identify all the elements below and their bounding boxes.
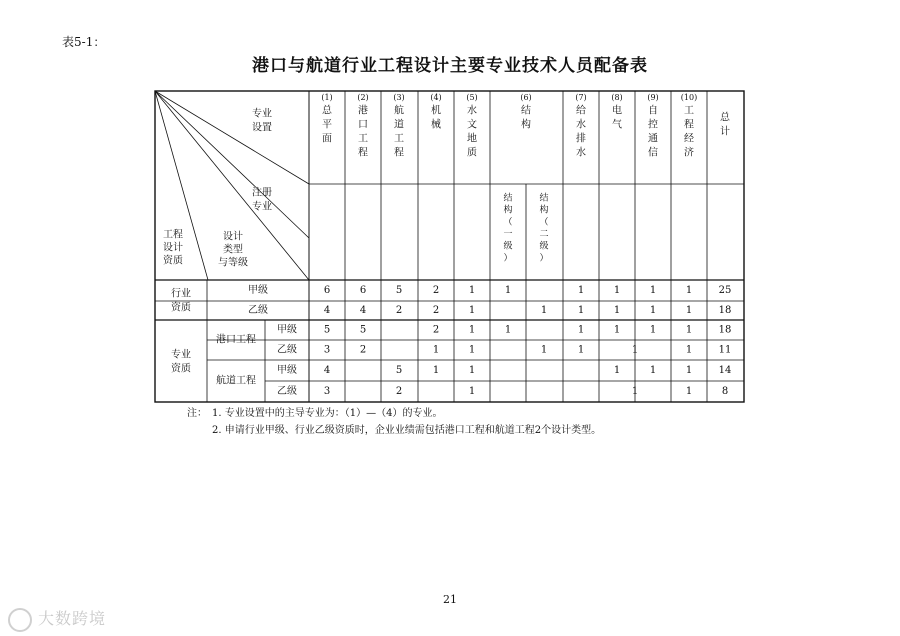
structure-level-1-header-char: 级 bbox=[503, 241, 513, 252]
table-cell-value: 1 bbox=[540, 305, 548, 316]
watermark bbox=[8, 606, 106, 632]
grade-label: 乙级 bbox=[277, 386, 297, 397]
column-header-9-char: 自 bbox=[648, 105, 658, 117]
note-prefix: 注： bbox=[187, 408, 207, 419]
column-number: (9) bbox=[647, 93, 659, 102]
grade-label: 甲级 bbox=[248, 285, 268, 296]
note-2: 2. 申请行业甲级、行业乙级资质时，企业业绩需包括港口工程和航道工程2个设计类型。 bbox=[212, 425, 602, 436]
grade-label: 乙级 bbox=[277, 344, 297, 356]
page-title: 港口与航道行业工程设计主要专业技术人员配备表 bbox=[252, 56, 648, 76]
table-cell-value: 18 bbox=[718, 324, 732, 336]
diag-line bbox=[155, 91, 309, 184]
grade-label: 甲级 bbox=[277, 365, 297, 376]
diag-quality-label: 工程 bbox=[163, 229, 183, 241]
column-header-10-char: 工 bbox=[684, 105, 694, 117]
column-header-3 bbox=[394, 104, 404, 159]
diag-specialty-label: 专业 bbox=[252, 108, 272, 120]
column-header-3-char: 程 bbox=[394, 147, 404, 159]
waterway-engineering-label: 航道工程 bbox=[216, 375, 256, 387]
column-header-11-char: 总 bbox=[720, 112, 730, 124]
column-header-1-char: 面 bbox=[322, 133, 332, 145]
structure-level-2-header-char: 结 bbox=[539, 193, 549, 204]
table-cell-value: 1 bbox=[468, 324, 476, 336]
column-header-4 bbox=[431, 104, 441, 131]
structure-level-1-header bbox=[503, 192, 512, 264]
grade-label: 乙级 bbox=[248, 305, 268, 316]
column-header-2-char: 程 bbox=[358, 147, 368, 159]
column-number: (10) bbox=[680, 93, 698, 102]
column-header-8-char: 气 bbox=[612, 119, 622, 131]
structure-level-2-header bbox=[539, 192, 548, 264]
column-header-5 bbox=[467, 104, 477, 159]
table-cell-value: 1 bbox=[577, 285, 585, 296]
table-cell-value: 1 bbox=[685, 386, 693, 397]
column-number: (1) bbox=[321, 93, 333, 102]
table-cell-value: 5 bbox=[395, 365, 403, 376]
table-cell-value: 1 bbox=[468, 386, 476, 397]
column-header-9-char: 通 bbox=[648, 133, 658, 145]
column-header-11-char: 计 bbox=[720, 126, 730, 138]
table-cell-value: 3 bbox=[323, 344, 331, 356]
column-header-7-char: 水 bbox=[576, 119, 586, 131]
watermark-text: 大数跨境 bbox=[38, 609, 107, 628]
table-cell-value: 18 bbox=[718, 305, 732, 316]
table-cell-value: 11 bbox=[718, 344, 732, 356]
diag-type-label: 与等级 bbox=[218, 257, 248, 269]
table-cell-value: 4 bbox=[359, 305, 367, 316]
column-header-9-char: 控 bbox=[648, 119, 658, 131]
diag-registered-label: 注册 bbox=[252, 187, 272, 199]
column-header-2-char: 港 bbox=[358, 105, 368, 117]
column-header-8-char: 电 bbox=[612, 105, 622, 117]
structure-level-1-header-char: 一 bbox=[503, 229, 513, 240]
column-header-10 bbox=[684, 105, 694, 159]
column-header-2 bbox=[358, 104, 368, 159]
table-cell-value: 1 bbox=[504, 324, 512, 336]
table-cell-value: 1 bbox=[685, 305, 693, 316]
column-header-7-char: 给 bbox=[576, 105, 586, 117]
column-header-6 bbox=[521, 104, 531, 131]
column-header-5-char: 文 bbox=[467, 119, 477, 131]
table-cell-value: 8 bbox=[721, 386, 729, 397]
diag-type-label: 设计 bbox=[223, 231, 243, 243]
column-header-5-char: 质 bbox=[467, 147, 477, 159]
table-cell-value: 4 bbox=[323, 365, 331, 376]
page-number: 21 bbox=[443, 593, 457, 606]
structure-level-1-header-char: （ bbox=[503, 217, 513, 228]
table-cell-value: 1 bbox=[613, 305, 621, 316]
column-header-3-char: 工 bbox=[394, 133, 404, 145]
table-cell-value: 5 bbox=[395, 285, 403, 296]
table-cell-value: 2 bbox=[432, 285, 440, 296]
column-header-1-char: 总 bbox=[322, 105, 332, 117]
table-cell-value: 1 bbox=[685, 285, 693, 296]
column-header-2-char: 工 bbox=[358, 133, 368, 145]
table-cell-value: 6 bbox=[323, 285, 331, 296]
port-engineering-label: 港口工程 bbox=[216, 334, 256, 346]
column-number: (3) bbox=[393, 93, 405, 102]
structure-level-1-header-char: ） bbox=[503, 253, 513, 264]
column-header-1-char: 平 bbox=[322, 119, 332, 131]
column-header-5-char: 地 bbox=[467, 133, 477, 145]
column-header-10-char: 济 bbox=[684, 147, 694, 159]
note-1: 1. 专业设置中的主导专业为：（1）—（4）的专业。 bbox=[212, 408, 443, 419]
special-quality-label: 资质 bbox=[171, 363, 191, 375]
column-header-11 bbox=[720, 111, 731, 138]
table-cell-value: 1 bbox=[504, 285, 512, 296]
table-cell-value: 2 bbox=[432, 324, 440, 336]
table-cell-value: 1 bbox=[432, 344, 440, 356]
column-header-3-char: 道 bbox=[394, 119, 404, 131]
table-cell-value: 1 bbox=[631, 344, 639, 356]
table-cell-value: 3 bbox=[323, 386, 331, 397]
grade-label: 甲级 bbox=[277, 324, 297, 336]
column-header-9-char: 信 bbox=[648, 147, 658, 159]
table-cell-value: 1 bbox=[685, 365, 693, 376]
table-cell-value: 1 bbox=[649, 305, 657, 316]
column-header-10-char: 经 bbox=[684, 133, 694, 145]
column-header-4-char: 械 bbox=[431, 119, 441, 131]
structure-level-1-header-char: 结 bbox=[503, 193, 513, 204]
table-cell-value: 1 bbox=[613, 285, 621, 296]
table-cell-value: 2 bbox=[432, 305, 440, 316]
table-cell-value: 1 bbox=[649, 324, 657, 336]
structure-level-2-header-char: 二 bbox=[539, 229, 549, 240]
table-cell-value: 5 bbox=[359, 324, 367, 336]
column-header-7-char: 排 bbox=[576, 133, 586, 145]
table-cell-value: 1 bbox=[577, 344, 585, 356]
column-number: (4) bbox=[430, 93, 442, 102]
table-cell-value: 1 bbox=[631, 386, 639, 397]
column-header-6-char: 构 bbox=[521, 119, 531, 131]
table-cell-value: 1 bbox=[577, 324, 585, 336]
diag-quality-label: 设计 bbox=[163, 242, 183, 254]
table-cell-value: 2 bbox=[395, 386, 403, 397]
table-cell-value: 1 bbox=[613, 324, 621, 336]
column-header-8 bbox=[612, 104, 622, 131]
column-number: (7) bbox=[575, 93, 587, 102]
table-cell-value: 1 bbox=[468, 285, 476, 296]
table-cell-value: 2 bbox=[359, 344, 367, 356]
table-cell-value: 2 bbox=[395, 305, 403, 316]
column-number: (2) bbox=[357, 93, 369, 102]
table-cell-value: 1 bbox=[468, 365, 476, 376]
table-cell-value: 4 bbox=[323, 305, 331, 316]
table-cell-value: 14 bbox=[718, 365, 732, 376]
diag-type-label: 类型 bbox=[223, 244, 243, 256]
structure-level-2-header-char: 构 bbox=[539, 205, 549, 216]
column-number: (6) bbox=[520, 93, 532, 102]
column-header-1 bbox=[322, 104, 333, 145]
column-header-7 bbox=[576, 104, 586, 159]
column-number: (5) bbox=[466, 93, 478, 102]
column-header-4-char: 机 bbox=[431, 105, 441, 117]
table-label: 表5-1： bbox=[62, 35, 106, 49]
industry-quality-label: 资质 bbox=[171, 302, 191, 314]
column-header-2-char: 口 bbox=[358, 119, 368, 131]
column-header-7-char: 水 bbox=[576, 147, 586, 159]
table-cell-value: 1 bbox=[649, 285, 657, 296]
column-header-3-char: 航 bbox=[394, 105, 404, 117]
structure-level-2-header-char: （ bbox=[539, 217, 549, 228]
table-cell-value: 25 bbox=[718, 285, 732, 296]
table-cell-value: 1 bbox=[577, 305, 585, 316]
column-header-9 bbox=[648, 104, 658, 159]
diag-specialty-label: 设置 bbox=[252, 122, 272, 134]
table-cell-value: 1 bbox=[685, 344, 693, 356]
diag-registered-label: 专业 bbox=[252, 201, 272, 213]
industry-quality-label: 行业 bbox=[171, 288, 191, 300]
table-cell-value: 1 bbox=[468, 344, 476, 356]
table-cell-value: 6 bbox=[359, 285, 367, 296]
table-cell-value: 1 bbox=[540, 344, 548, 356]
table-cell-value: 1 bbox=[685, 324, 693, 336]
watermark-logo-icon bbox=[8, 608, 32, 632]
table-cell-value: 5 bbox=[323, 324, 331, 336]
structure-level-2-header-char: ） bbox=[539, 253, 549, 264]
table-cell-value: 1 bbox=[649, 365, 657, 376]
column-number: (8) bbox=[611, 93, 623, 102]
table-cell-value: 1 bbox=[468, 305, 476, 316]
diag-quality-label: 资质 bbox=[163, 255, 183, 267]
column-header-10-char: 程 bbox=[684, 119, 694, 131]
table-cell-value: 1 bbox=[613, 365, 621, 376]
special-quality-label: 专业 bbox=[171, 349, 191, 361]
column-header-5-char: 水 bbox=[467, 105, 477, 117]
column-header-6-char: 结 bbox=[521, 105, 531, 117]
diag-line bbox=[155, 91, 309, 238]
structure-level-1-header-char: 构 bbox=[503, 205, 513, 216]
table-cell-value: 1 bbox=[432, 365, 440, 376]
structure-level-2-header-char: 级 bbox=[539, 241, 549, 252]
